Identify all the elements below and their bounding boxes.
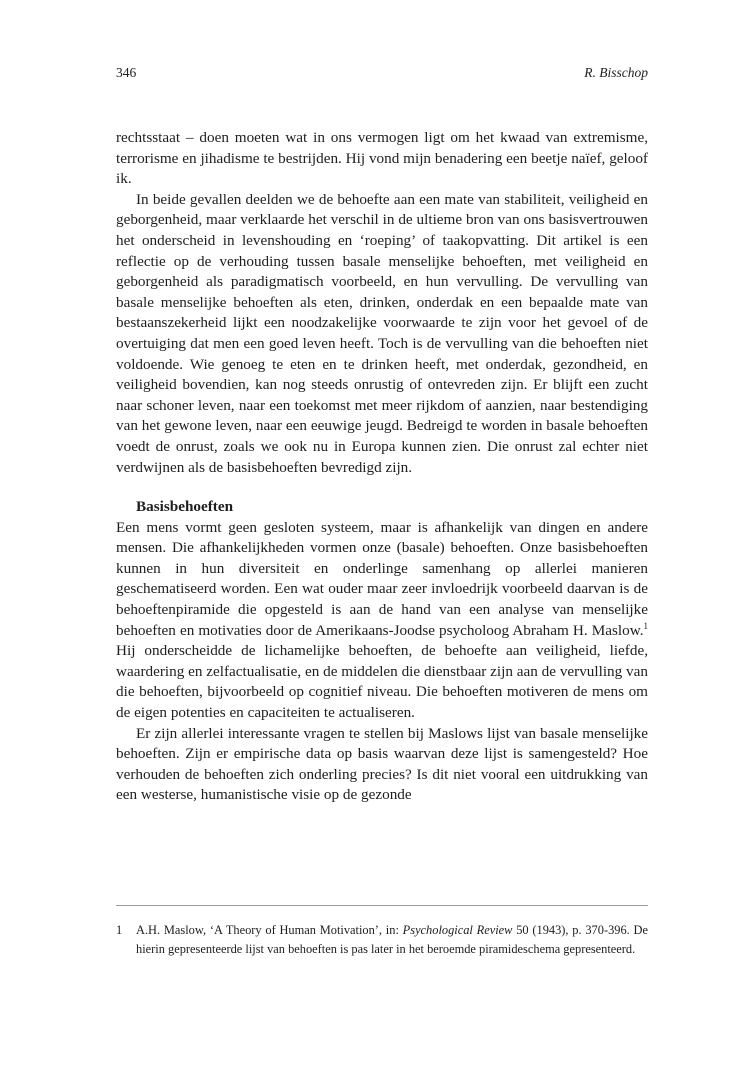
footnote-number: 1 bbox=[116, 923, 123, 937]
footnote bbox=[116, 921, 648, 959]
footnote-divider bbox=[116, 905, 648, 906]
footnote-journal: Psychological Review bbox=[402, 923, 513, 937]
paragraph-2: In beide gevallen deelden we de behoefte aan een mate van stabiliteit, veiligheid en geborgenheid, maar verklaarde het verschil in de ultieme bron van ons basisvertrouwen het onderscheid in levenshouding en ‘roeping’ of taakopvatting. Dit artikel is een reflectie op de verhouding tussen basale menselijke behoeften, met veiligheid en geborgenheid als paradigmatisch voorbeeld, en hun vervulling. De vervulling van basale menselijke behoeften als eten, drinken, onderdak en een bepaalde mate van bestaanszekerheid lijkt een noodzakelijke voorwaarde te zijn voor het gevoel of de overtuiging dat men een goed leven heeft. Toch is de vervulling van die behoeften niet voldoende. Wie genoeg te eten en te drinken heeft, met onderdak, gezondheid, en veiligheid bovendien, kan nog steeds onrustig of ontevreden zijn. Er blijft een zucht naar schoner leven, naar een toekomst met meer rijkdom of aanzien, naar bestendiging van het gewone leven, naar een eeuwige jeugd. Bedreigd te worden in basale behoeften voedt de onrust, zoals we ook nu in Europa kunnen zien. Die onrust zal echter niet verdwijnen als de basisbehoeften bevredigd zijn. bbox=[116, 190, 648, 476]
paragraph-3-text-b: Hij onderscheidde de lichamelijke behoeften, de behoefte aan veiligheid, liefde, waardering en zelfactualisatie, en de middelen die dienstbaar zijn aan de vervulling van die behoeften, bijvoorbeeld op cognitief niveau. Die behoeften motiveren de mens om de eigen potenties en capaciteiten te actualiseren. bbox=[116, 642, 648, 722]
paragraph-3-text-a: Een mens vormt geen gesloten systeem, maar is afhankelijk van dingen en andere mensen. Die afhankelijkheden vormen onze (basale) behoeften. Onze basisbehoeften kunnen in hun diversiteit en onderlinge samenhang op allerlei manieren geschematiseerd worden. Een wat ouder maar zeer invloedrijk voorbeeld daarvan is de behoeftenpiramide die opgesteld is aan de hand van een analyse van menselijke behoeften en motivaties door de Amerikaans-Joodse psycholoog Abraham H. Maslow. bbox=[116, 518, 648, 639]
page-number: 346 bbox=[116, 65, 137, 80]
footnote-text bbox=[136, 921, 648, 959]
body-text bbox=[116, 128, 648, 806]
footnote-reference[interactable]: 1 bbox=[643, 620, 648, 631]
running-head-author: R. Bisschop bbox=[584, 65, 648, 80]
footnote-text-a: A.H. Maslow, ‘A Theory of Human Motivation’, in: bbox=[136, 923, 403, 937]
paragraph-4: Er zijn allerlei interessante vragen te stellen bij Maslows lijst van basale menselijke behoeften. Zijn er empirische data op basis waarvan deze lijst is samengesteld? Hoe verhouden de behoeften zich onderling precies? Is dit niet vooral een uitdrukking van een westerse, humanistische visie op de gezonde bbox=[116, 724, 648, 804]
page bbox=[116, 0, 648, 1068]
section-heading: Basisbehoeften bbox=[136, 498, 234, 516]
paragraph-1: rechtsstaat – doen moeten wat in ons vermogen ligt om het kwaad van extremisme, terrorisme en jihadisme te bestrijden. Hij vond mijn benadering een beetje naïef, geloof ik. bbox=[116, 129, 648, 188]
paragraph-3 bbox=[116, 518, 648, 724]
footnote-text-b: 50 (1943), p. 370-396. De hierin gepresenteerde lijst van behoeften is pas later in het beroemde piramideschema gepresenteerd. bbox=[136, 923, 648, 956]
